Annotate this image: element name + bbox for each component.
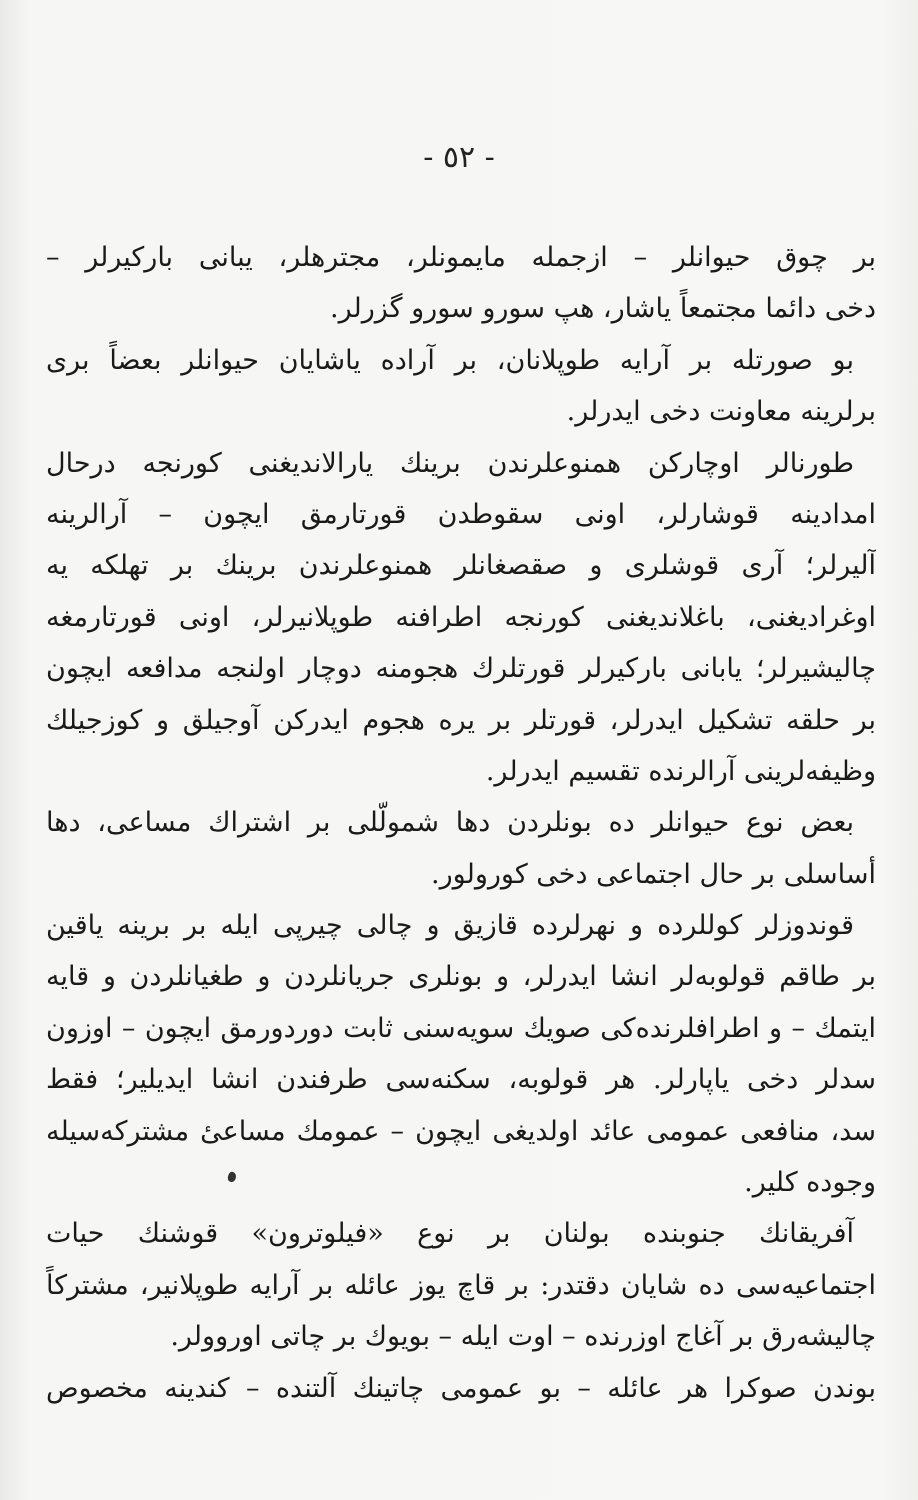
text-line: قوندوزلر کوللرده و نهرلرده قازیق و چالی چیرپی ایله بر برینه یاقین (46, 910, 854, 942)
text-line: سد، منافعی عمومی عائد اولدیغی ایچون – عمومك مساعیٔ مشترکه‌سیله (46, 1115, 876, 1147)
text-line: آلیرلر؛ آری قوشلری و صقصغانلر همنوعلرندن برینك بر تهلکه یه (46, 550, 876, 582)
text-line: برلرینه معاونت دخی ایدرلر. (566, 396, 876, 428)
text-line: وظیفه‌لرینی آرالرنده تقسیم ایدرلر. (485, 755, 876, 787)
text-line: سدلر دخی یاپارلر. هر قولوبه، سکنه‌سی طرفندن انشا ایدیلیر؛ فقط (46, 1064, 876, 1096)
text-line: دخی دائما مجتمعاً یاشار، هپ سورو سورو گزرلر. (330, 293, 876, 325)
text-line: چالیشه‌رق بر آغاج اوزرنده – اوت ایله – بویوك بر چاتی اوروولر. (170, 1321, 876, 1353)
text-line: آفریقانك جنوبنده بولنان بر نوع «فیلوترون» قوشنك حیات (46, 1218, 854, 1250)
text-line: بر حلقه تشکیل ایدرلر، قورتلر بر یره هجوم ایدرکن آوجیلق و کوزجیلك (46, 704, 876, 736)
page-number: - ٥٢ - (423, 140, 495, 175)
text-line: اوغرادیغنی، باغلاندیغنی کورنجه اطرافنه طوپلانیرلر، اونی قورتارمغه (46, 601, 876, 633)
text-line: امدادینه قوشارلر، اونی سقوطدن قورتارمق ایچون – آرالرینه (46, 498, 876, 530)
text-line: ایتمك – و اطرافلرنده‌کی صویك سویه‌سنی ثابت دوردورمق ایچون – اوزون (46, 1012, 876, 1044)
text-line: بر طاقم قولوبه‌لر انشا ایدرلر، و بونلری جریانلردن و طغیانلردن و قایه (46, 961, 876, 993)
text-line: أساسلی بر حال اجتماعی دخی کورولور. (431, 858, 876, 890)
text-line: اجتماعیه‌سی ده شایان دقتدر: بر قاچ یوز عائله بر آرایه طوپلانیر، مشترکاً (46, 1269, 876, 1301)
text-line: بعض نوع حیوانلر ده بونلردن دها شمولّلی بر اشتراك مساعی، دها (46, 807, 854, 839)
body-text (46, 232, 876, 1414)
text-line: چالیشیرلر؛ یابانی بارکیرلر قورتلرك هجومنه دوچار اولنجه مدافعه ایچون (46, 653, 876, 685)
text-line: طورنالر اوچارکن همنوعلرندن برینك یارالاندیغنی کورنجه درحال (46, 447, 854, 479)
text-line: بر چوق حیوانلر – ازجمله مایمونلر، مجترهلر، يبانی بارکیرلر – (46, 242, 876, 273)
text-line: وجوده کلیر. (744, 1167, 876, 1199)
text-line: بو صورتله بر آرایه طوپلانان، بر آراده یاشایان حیوانلر بعضاً بری (46, 344, 854, 376)
text-line: بوندن صوکرا هر عائله – بو عمومی چاتینك آلتنده – کندینه مخصوص (46, 1372, 876, 1404)
